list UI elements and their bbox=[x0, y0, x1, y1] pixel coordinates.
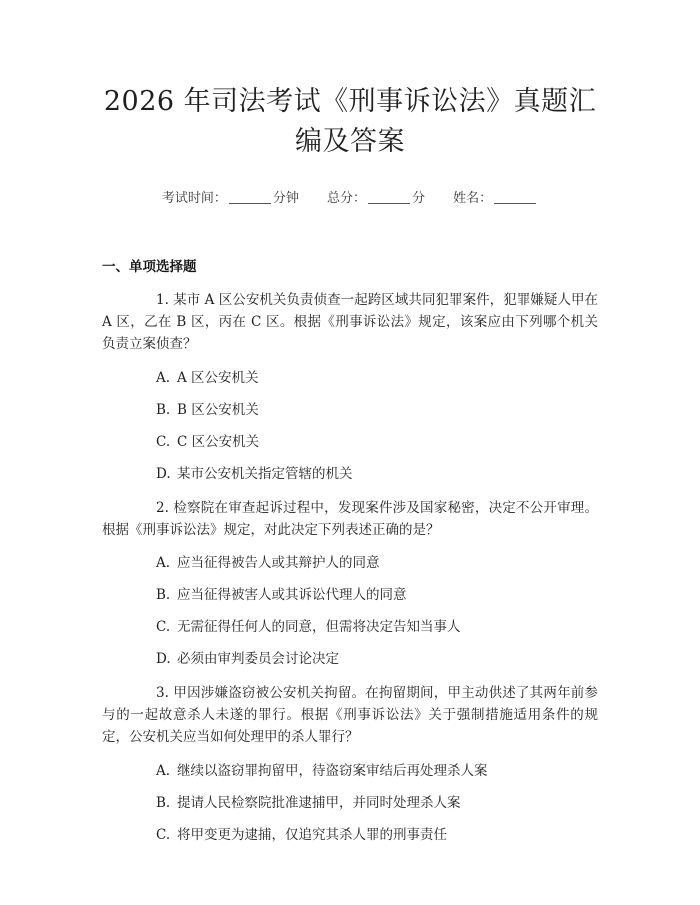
option-list bbox=[102, 762, 598, 844]
question-stem: 甲因涉嫌盗窃被公安机关拘留。在拘留期间，甲主动供述了其两年前参与的一起故意杀人未遂的罪行。根据《刑事诉讼法》关于强制措施适用条件的规定，公安机关应当如何处理甲的杀人罪行？ bbox=[102, 685, 598, 745]
question-number: 2. bbox=[156, 499, 169, 516]
total-score-unit: 分 bbox=[412, 191, 426, 206]
option-b: B. 提请人民检察院批准逮捕甲，并同时处理杀人案 bbox=[156, 794, 461, 811]
question-text bbox=[102, 289, 598, 355]
option-list bbox=[102, 554, 598, 668]
question-number: 3. bbox=[156, 685, 169, 701]
option-b: B. B 区公安机关 bbox=[156, 401, 259, 418]
section-heading-single-choice: 一、单项选择题 bbox=[102, 259, 197, 275]
question-2 bbox=[102, 497, 598, 669]
student-name bbox=[453, 190, 538, 208]
option-d: D. 某市公安机关指定管辖的机关 bbox=[156, 465, 353, 482]
total-score-blank bbox=[368, 190, 410, 204]
option-a: A. A 区公安机关 bbox=[156, 369, 259, 386]
document-title: 2026 年司法考试《刑事诉讼法》真题汇编及答案 bbox=[103, 86, 597, 157]
student-name-blank bbox=[494, 190, 536, 204]
total-score bbox=[327, 190, 425, 208]
exam-time-unit: 分钟 bbox=[272, 191, 299, 206]
student-name-label: 姓名： bbox=[453, 191, 493, 206]
question-number: 1. bbox=[156, 292, 169, 308]
option-c: C. C 区公安机关 bbox=[156, 433, 260, 450]
exam-time-blank bbox=[229, 190, 271, 204]
option-b: B. 应当征得被害人或其诉讼代理人的同意 bbox=[156, 587, 407, 603]
option-a: A. 应当征得被告人或其辩护人的同意 bbox=[156, 555, 380, 571]
question-text bbox=[102, 497, 598, 541]
option-d: D. 必须由审判委员会讨论决定 bbox=[156, 651, 339, 667]
question-stem: 某市 A 区公安机关负责侦查一起跨区域共同犯罪案件，犯罪嫌疑人甲在 A 区，乙在 B 区，丙在 C 区。根据《刑事诉讼法》规定，该案应由下列哪个机关负责立案侦查？ bbox=[102, 292, 598, 352]
question-stem: 检察院在审查起诉过程中，发现案件涉及国家秘密，决定不公开审理。根据《刑事诉讼法》规定，对此决定下列表述正确的是？ bbox=[102, 499, 598, 538]
question-text bbox=[102, 682, 598, 748]
exam-meta bbox=[102, 190, 598, 208]
question-3 bbox=[102, 682, 598, 844]
exam-time-label: 考试时间： bbox=[161, 191, 227, 206]
exam-time bbox=[162, 190, 299, 208]
option-list bbox=[102, 369, 598, 483]
option-c: C. 将甲变更为逮捕，仅追究其杀人罪的刑事责任 bbox=[156, 826, 447, 843]
option-c: C. 无需征得任何人的同意，但需将决定告知当事人 bbox=[156, 619, 461, 635]
question-1 bbox=[102, 289, 598, 483]
option-a: A. 继续以盗窃罪拘留甲，待盗窃案审结后再处理杀人案 bbox=[156, 762, 488, 779]
total-score-label: 总分： bbox=[326, 191, 366, 206]
